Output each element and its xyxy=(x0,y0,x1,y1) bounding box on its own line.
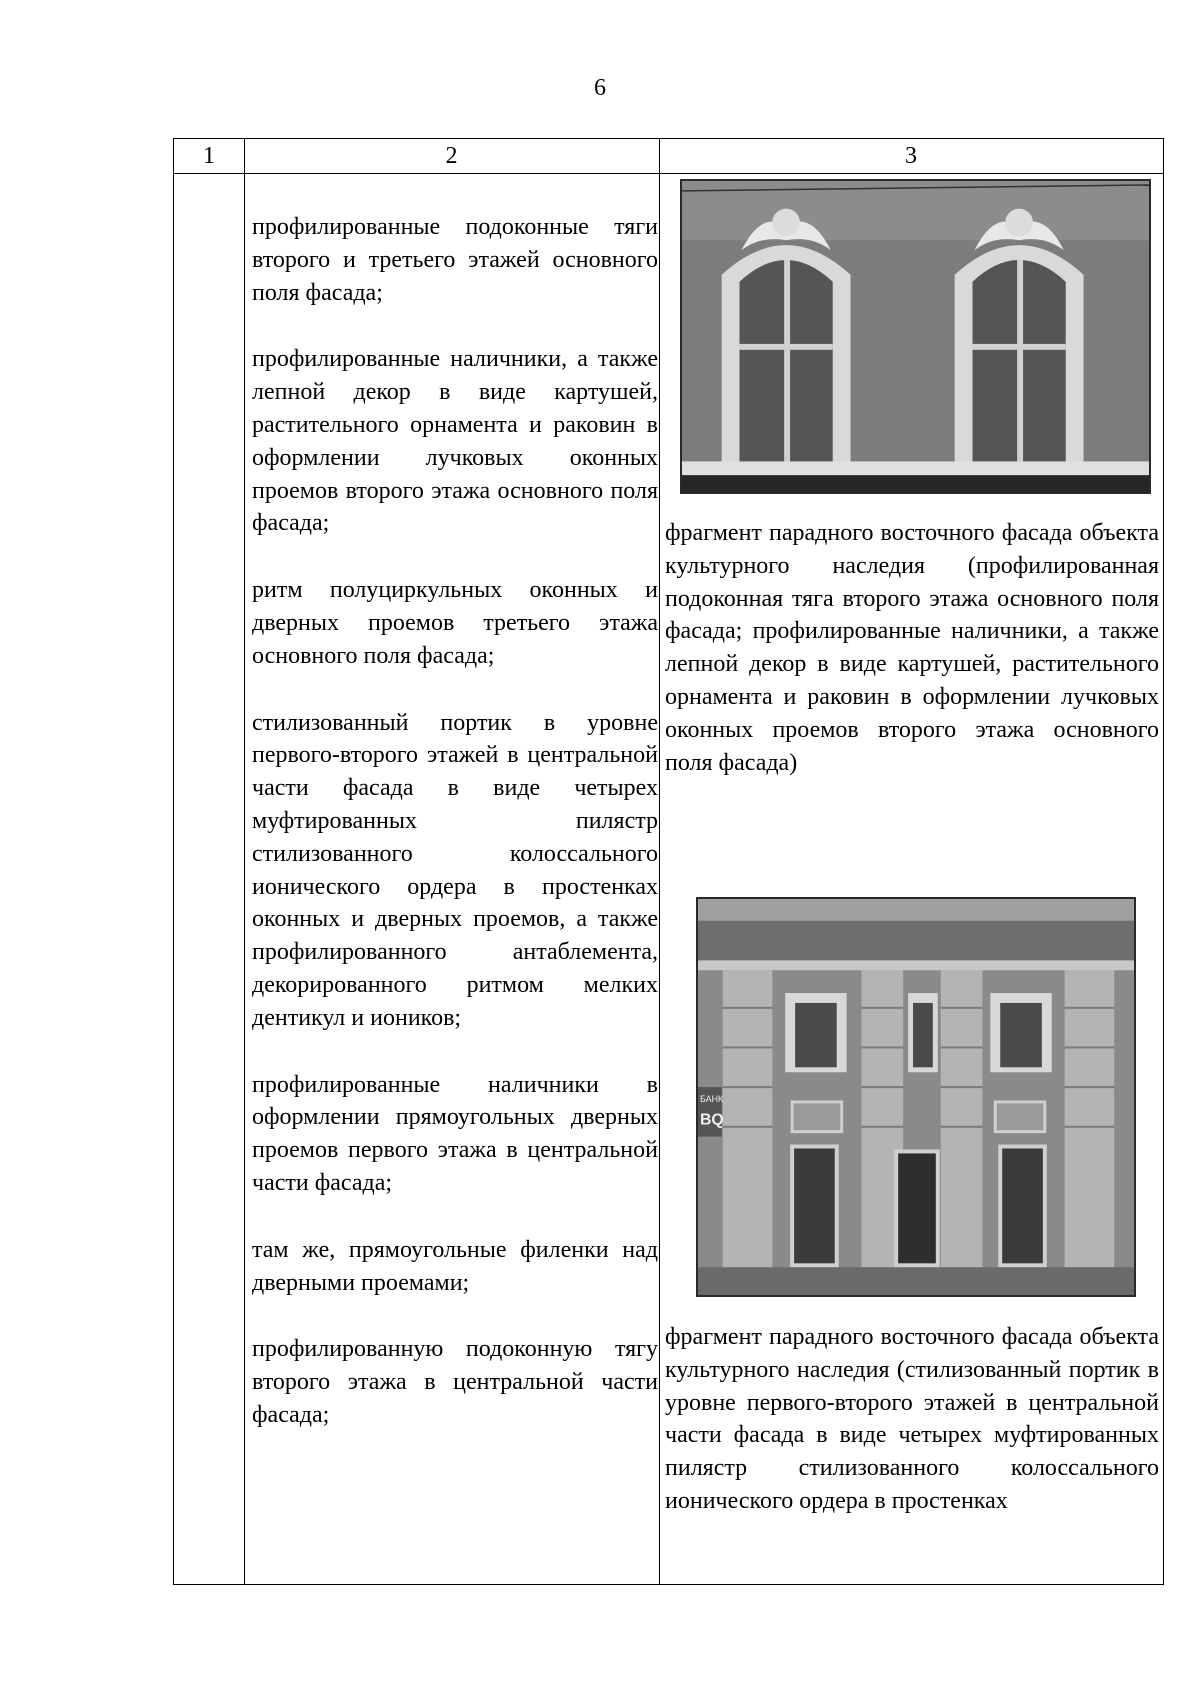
facade-windows-photo-icon xyxy=(682,181,1149,492)
list-item: там же, прямоугольные филенки над дверными проемами; xyxy=(252,1236,658,1296)
heritage-elements-table xyxy=(173,138,1164,1585)
caption-text: фрагмент парадного восточного фасада объекта культурного наследия (стилизованный портик в уровне первого-второго этажей в центральной части фасада в виде четырех муфтированных пилястр стилизованного колоссального ионического ордера в простенках xyxy=(665,1324,1159,1514)
facade-portico-photo-icon xyxy=(698,899,1134,1295)
column-divider xyxy=(244,139,245,1584)
elements-list xyxy=(252,211,658,1432)
header-col-2: 2 xyxy=(445,143,458,169)
list-item: ритм полуциркульных оконных и дверных проемов третьего этажа основного поля фасада; xyxy=(252,577,658,669)
facade-windows-photo xyxy=(680,179,1151,494)
list-item: профилированные наличники в оформлении прямоугольных дверных проемов первого этажа в центральной части фасада; xyxy=(252,1071,658,1196)
photo-caption-2 xyxy=(665,1321,1159,1518)
caption-text: фрагмент парадного восточного фасада объекта культурного наследия (профилированная подоконная тяга второго этажа основного поля фасада; профилированные наличники, а также лепной декор в виде картушей, растительного орнамента и раковин в оформлении лучковых оконных проемов второго этажа основного поля фасада) xyxy=(665,520,1159,776)
column-divider xyxy=(659,139,660,1584)
list-item: стилизованный портик в уровне первого-второго этажей в центральной части фасада в виде четырех муфтированных пилястр стилизованного колоссального ионического ордера в простенках оконных и дверных проемов, а также профилированного антаблемента, декорированного ритмом мелких дентикул и иоников; xyxy=(252,709,658,1031)
list-item: профилированные подоконные тяги второго и третьего этажей основного поля фасада; xyxy=(252,214,658,306)
signage-bq: BQ xyxy=(699,1111,724,1129)
header-col-3: 3 xyxy=(905,143,917,169)
header-col-1: 1 xyxy=(203,143,215,169)
photo-caption-1 xyxy=(665,517,1159,779)
page-number: 6 xyxy=(594,75,606,101)
facade-portico-photo xyxy=(696,897,1136,1297)
header-divider xyxy=(174,173,1163,174)
signage-bank: БАНК xyxy=(699,1093,724,1104)
list-item: профилированную подоконную тягу второго этажа в центральной части фасада; xyxy=(252,1336,658,1428)
list-item: профилированные наличники, а также лепной декор в виде картушей, растительного орнамента и раковин в оформлении лучковых оконных проемов второго этажа основного поля фасада; xyxy=(252,346,658,537)
